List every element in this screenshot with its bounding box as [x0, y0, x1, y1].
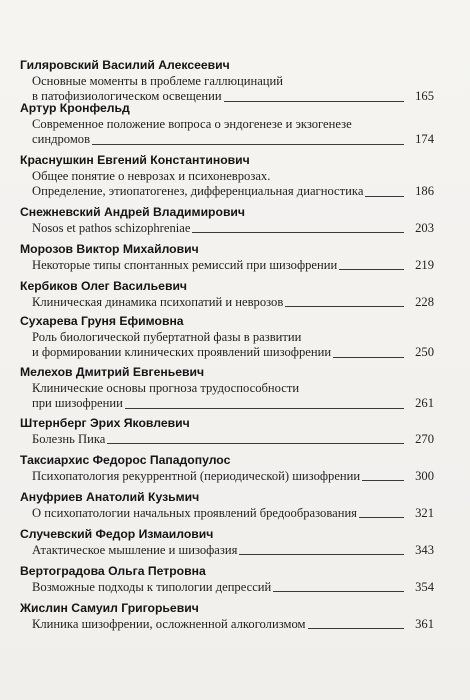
entry-title-last-row: [32, 396, 434, 411]
toc-entry: [20, 453, 434, 484]
entry-page-number: 228: [415, 295, 434, 309]
entry-title-line: Болезнь Пика: [32, 432, 106, 446]
entry-author: Морозов Виктор Михайлович: [20, 242, 199, 256]
entry-title-last-row: [32, 184, 434, 199]
entry-title: [32, 117, 434, 148]
entry-title: [32, 469, 434, 484]
entry-title: [32, 295, 434, 310]
entry-page-number: 165: [415, 89, 434, 104]
entry-title-last-row: [32, 132, 434, 147]
toc-entry: [20, 527, 434, 558]
entry-title: [32, 543, 434, 558]
entry-title-line: Роль биологической пубертатной фазы в развитии: [32, 330, 302, 344]
entry-author: Жислин Самуил Григорьевич: [20, 601, 199, 615]
entry-author: Краснушкин Евгений Константинович: [20, 153, 250, 167]
toc-entry: [20, 416, 434, 447]
entry-author: Сухарева Груня Ефимовна: [20, 314, 184, 328]
entry-title-line: Определение, этиопатогенез, дифференциальная диагностика: [32, 184, 364, 199]
entry-title-line: Клиника шизофрении, осложненной алкоголизмом: [32, 617, 306, 631]
entry-author: Вертоградова Ольга Петровна: [20, 564, 206, 578]
entry-title-last-row: [32, 617, 434, 632]
entry-title-line: и формировании клинических проявлений шизофрении: [32, 345, 332, 360]
leader-line: [339, 268, 404, 270]
leader-line: [308, 627, 405, 629]
entry-title: [32, 258, 434, 273]
entry-title-line: в патофизиологическом освещении: [32, 89, 222, 104]
entry-title-line: Общее понятие о неврозах и психоневрозах.: [32, 169, 271, 183]
entry-title-line: синдромов: [32, 132, 91, 147]
entry-author: Снежневский Андрей Владимирович: [20, 205, 246, 219]
entry-page-number: 361: [415, 617, 434, 631]
entry-title: [32, 617, 434, 632]
entry-author: Случевский Федор Измаилович: [20, 527, 214, 541]
toc-entry: [20, 205, 434, 236]
entry-author: Гиляровский Василий Алексеевич: [20, 58, 230, 72]
leader-line: [239, 553, 404, 555]
toc-entry: [20, 490, 434, 521]
entry-page-number: 186: [415, 184, 434, 199]
toc-entry: [20, 314, 434, 361]
toc-entry: [20, 564, 434, 595]
entry-title-line: Клинические основы прогноза трудоспособности: [32, 381, 300, 395]
entry-author: Ануфриев Анатолий Кузьмич: [20, 490, 200, 504]
entry-title: [32, 506, 434, 521]
entry-title: [32, 432, 434, 447]
entry-title-line: О психопатологии начальных проявлений бредообразования: [32, 506, 357, 520]
entry-title-last-row: [32, 506, 434, 521]
entry-page-number: 203: [415, 221, 434, 235]
entry-title-line: Некоторые типы спонтанных ремиссий при шизофрении: [32, 258, 338, 272]
entry-title-line: Клиническая динамика психопатий и неврозов: [32, 295, 284, 309]
entry-title-line: Психопатология рекуррентной (периодической) шизофрении: [32, 469, 361, 483]
entry-page-number: 219: [415, 258, 434, 272]
entry-title-last-row: [32, 295, 434, 310]
entry-title-last-row: [32, 432, 434, 447]
toc-entry: [20, 58, 434, 105]
leader-line: [359, 516, 404, 518]
entry-title-last-row: [32, 221, 434, 236]
entry-title-line: Атактическое мышление и шизофазия: [32, 543, 238, 557]
leader-line: [285, 305, 404, 307]
leader-line: [333, 356, 404, 358]
toc-entry: [20, 279, 434, 310]
leader-line: [92, 143, 404, 145]
entry-author: Артур Кронфельд: [20, 101, 130, 115]
entry-title-line: Современное положение вопроса о эндогенезе и экзогенезе: [32, 117, 352, 131]
entry-title: [32, 221, 434, 236]
entry-title: [32, 381, 434, 412]
entry-author: Штернберг Эрих Яковлевич: [20, 416, 190, 430]
toc-entry: [20, 601, 434, 632]
leader-line: [125, 407, 404, 409]
entry-author: Таксиархис Федорос Пападопулос: [20, 453, 231, 467]
leader-line: [192, 231, 404, 233]
entry-title-last-row: [32, 258, 434, 273]
entry-page-number: 261: [415, 396, 434, 411]
leader-line: [362, 479, 404, 481]
entry-title-last-row: [32, 543, 434, 558]
entry-title-line: Основные моменты в проблеме галлюцинаций: [32, 74, 284, 88]
entry-page-number: 250: [415, 345, 434, 360]
entry-title: [32, 580, 434, 595]
entry-title: [32, 74, 434, 105]
entry-author: Кербиков Олег Васильевич: [20, 279, 188, 293]
entry-title-last-row: [32, 345, 434, 360]
entry-page-number: 321: [415, 506, 434, 520]
entry-page-number: 354: [415, 580, 434, 594]
entry-page-number: 343: [415, 543, 434, 557]
entry-page-number: 300: [415, 469, 434, 483]
entry-title-line: Nosos et pathos schizophreniae: [32, 221, 191, 235]
entry-title: [32, 169, 434, 200]
toc-entry: [20, 153, 434, 200]
entry-page-number: 270: [415, 432, 434, 446]
entry-title-line: при шизофрении: [32, 396, 123, 411]
entry-page-number: 174: [415, 132, 434, 147]
entry-title: [32, 330, 434, 361]
leader-line: [273, 590, 404, 592]
entry-title-line: Возможные подходы к типологии депрессий: [32, 580, 272, 594]
entry-title-last-row: [32, 580, 434, 595]
leader-line: [365, 195, 404, 197]
toc-entry: [20, 101, 434, 148]
toc-entry: [20, 365, 434, 412]
entry-author: Мелехов Дмитрий Евгеньевич: [20, 365, 205, 379]
entry-title-last-row: [32, 469, 434, 484]
toc-entry: [20, 242, 434, 273]
leader-line: [107, 442, 404, 444]
